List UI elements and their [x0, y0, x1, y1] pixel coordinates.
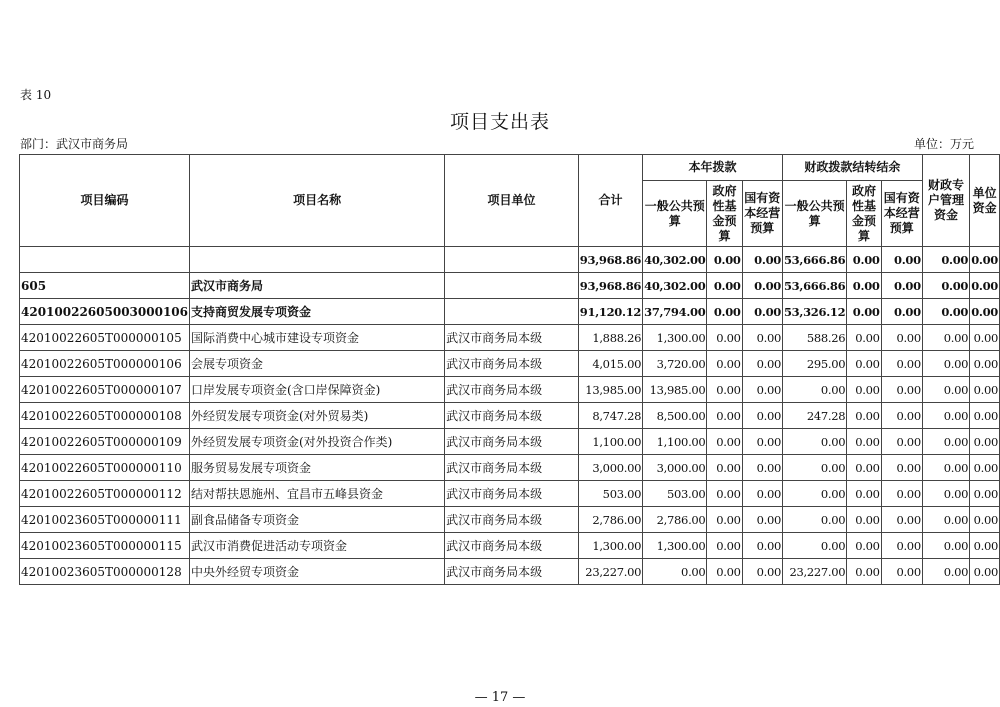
cell-project-code — [20, 247, 190, 273]
table-row — [20, 351, 1000, 377]
cell-general-budget-carry: 295.00 — [782, 351, 846, 377]
cell-state-capital-budget: 0.00 — [742, 481, 782, 507]
header-total: 合计 — [578, 155, 642, 247]
cell-state-capital-budget-carry: 0.00 — [881, 351, 922, 377]
cell-total: 93,968.86 — [578, 273, 642, 299]
cell-project-code: 42010022605003000106 — [20, 299, 190, 325]
cell-general-budget-carry: 0.00 — [782, 481, 846, 507]
cell-unit-fund: 0.00 — [970, 377, 1000, 403]
cell-fiscal-special: 0.00 — [922, 377, 969, 403]
cell-state-capital-budget: 0.00 — [742, 247, 782, 273]
cell-fiscal-special: 0.00 — [922, 247, 969, 273]
cell-project-name: 会展专项资金 — [190, 351, 445, 377]
cell-general-budget-carry: 588.26 — [782, 325, 846, 351]
cell-project-unit: 武汉市商务局本级 — [445, 559, 579, 585]
cell-gov-fund-budget-carry: 0.00 — [847, 299, 881, 325]
cell-project-code: 42010022605T000000108 — [20, 403, 190, 429]
cell-state-capital-budget: 0.00 — [742, 403, 782, 429]
cell-total: 2,786.00 — [578, 507, 642, 533]
cell-project-name: 中央外经贸专项资金 — [190, 559, 445, 585]
cell-state-capital-budget-carry: 0.00 — [881, 299, 922, 325]
cell-project-unit: 武汉市商务局本级 — [445, 377, 579, 403]
cell-project-name: 口岸发展专项资金(含口岸保障资金) — [190, 377, 445, 403]
cell-state-capital-budget: 0.00 — [742, 429, 782, 455]
cell-fiscal-special: 0.00 — [922, 481, 969, 507]
cell-state-capital-budget: 0.00 — [742, 559, 782, 585]
cell-state-capital-budget-carry: 0.00 — [881, 481, 922, 507]
cell-project-unit — [445, 273, 579, 299]
cell-state-capital-budget: 0.00 — [742, 507, 782, 533]
cell-project-name — [190, 247, 445, 273]
cell-project-unit — [445, 299, 579, 325]
cell-gov-fund-budget: 0.00 — [707, 377, 742, 403]
department-label: 部门：武汉市商务局 — [20, 137, 129, 151]
cell-gov-fund-budget: 0.00 — [707, 351, 742, 377]
cell-state-capital-budget-carry: 0.00 — [881, 429, 922, 455]
cell-general-budget: 3,720.00 — [643, 351, 707, 377]
cell-total: 1,300.00 — [578, 533, 642, 559]
cell-project-name: 外经贸发展专项资金(对外投资合作类) — [190, 429, 445, 455]
cell-state-capital-budget-carry: 0.00 — [881, 559, 922, 585]
table-row — [20, 273, 1000, 299]
cell-gov-fund-budget-carry: 0.00 — [847, 559, 881, 585]
cell-state-capital-budget: 0.00 — [742, 377, 782, 403]
cell-gov-fund-budget: 0.00 — [707, 533, 742, 559]
unit-label: 单位：万元 — [913, 137, 974, 151]
cell-state-capital-budget: 0.00 — [742, 455, 782, 481]
header-gov-fund-budget-carry: 政府性基金预算 — [847, 181, 881, 247]
cell-gov-fund-budget-carry: 0.00 — [847, 403, 881, 429]
cell-state-capital-budget-carry: 0.00 — [881, 403, 922, 429]
cell-gov-fund-budget-carry: 0.00 — [847, 533, 881, 559]
cell-total: 3,000.00 — [578, 455, 642, 481]
cell-project-unit: 武汉市商务局本级 — [445, 403, 579, 429]
header-general-budget-carry: 一般公共预算 — [782, 181, 846, 247]
header-project-code: 项目编码 — [20, 155, 190, 247]
table-row — [20, 455, 1000, 481]
cell-general-budget-carry: 53,326.12 — [782, 299, 846, 325]
header-state-capital-budget-carry: 国有资本经营预算 — [881, 181, 922, 247]
cell-project-name: 结对帮扶恩施州、宜昌市五峰县资金 — [190, 481, 445, 507]
cell-project-name: 服务贸易发展专项资金 — [190, 455, 445, 481]
cell-fiscal-special: 0.00 — [922, 273, 969, 299]
cell-general-budget: 503.00 — [643, 481, 707, 507]
cell-fiscal-special: 0.00 — [922, 559, 969, 585]
cell-general-budget: 8,500.00 — [643, 403, 707, 429]
table-row — [20, 429, 1000, 455]
cell-unit-fund: 0.00 — [970, 403, 1000, 429]
cell-gov-fund-budget-carry: 0.00 — [847, 481, 881, 507]
header-general-budget: 一般公共预算 — [643, 181, 707, 247]
cell-fiscal-special: 0.00 — [922, 299, 969, 325]
cell-unit-fund: 0.00 — [970, 351, 1000, 377]
cell-general-budget-carry: 0.00 — [782, 455, 846, 481]
cell-project-code: 42010022605T000000106 — [20, 351, 190, 377]
cell-gov-fund-budget: 0.00 — [707, 429, 742, 455]
cell-total: 4,015.00 — [578, 351, 642, 377]
table-row — [20, 403, 1000, 429]
cell-total: 13,985.00 — [578, 377, 642, 403]
cell-fiscal-special: 0.00 — [922, 533, 969, 559]
cell-fiscal-special: 0.00 — [922, 325, 969, 351]
cell-gov-fund-budget: 0.00 — [707, 481, 742, 507]
cell-state-capital-budget-carry: 0.00 — [881, 455, 922, 481]
cell-unit-fund: 0.00 — [970, 273, 1000, 299]
cell-gov-fund-budget-carry: 0.00 — [847, 325, 881, 351]
table-row — [20, 247, 1000, 273]
cell-total: 503.00 — [578, 481, 642, 507]
cell-general-budget-carry: 0.00 — [782, 429, 846, 455]
cell-project-unit — [445, 247, 579, 273]
cell-total: 8,747.28 — [578, 403, 642, 429]
cell-project-name: 副食品储备专项资金 — [190, 507, 445, 533]
cell-project-code: 42010022605T000000110 — [20, 455, 190, 481]
header-project-unit: 项目单位 — [445, 155, 579, 247]
cell-fiscal-special: 0.00 — [922, 455, 969, 481]
cell-fiscal-special: 0.00 — [922, 507, 969, 533]
cell-project-code: 42010023605T000000115 — [20, 533, 190, 559]
cell-gov-fund-budget-carry: 0.00 — [847, 273, 881, 299]
cell-unit-fund: 0.00 — [970, 533, 1000, 559]
cell-project-unit: 武汉市商务局本级 — [445, 429, 579, 455]
cell-unit-fund: 0.00 — [970, 481, 1000, 507]
table-row — [20, 507, 1000, 533]
cell-project-unit: 武汉市商务局本级 — [445, 533, 579, 559]
cell-general-budget-carry: 247.28 — [782, 403, 846, 429]
cell-project-code: 42010022605T000000105 — [20, 325, 190, 351]
table-row — [20, 533, 1000, 559]
cell-project-unit: 武汉市商务局本级 — [445, 351, 579, 377]
cell-project-name: 国际消费中心城市建设专项资金 — [190, 325, 445, 351]
cell-project-unit: 武汉市商务局本级 — [445, 481, 579, 507]
cell-general-budget-carry: 53,666.86 — [782, 273, 846, 299]
cell-gov-fund-budget-carry: 0.00 — [847, 429, 881, 455]
cell-state-capital-budget-carry: 0.00 — [881, 247, 922, 273]
cell-unit-fund: 0.00 — [970, 559, 1000, 585]
header-group-carryover: 财政拨款结转结余 — [782, 155, 922, 181]
cell-unit-fund: 0.00 — [970, 299, 1000, 325]
cell-total: 1,888.26 — [578, 325, 642, 351]
cell-general-budget-carry: 0.00 — [782, 533, 846, 559]
header-fiscal-special: 财政专户管理资金 — [922, 155, 969, 247]
cell-project-unit: 武汉市商务局本级 — [445, 507, 579, 533]
project-expense-table — [19, 154, 1000, 585]
cell-general-budget-carry: 53,666.86 — [782, 247, 846, 273]
cell-gov-fund-budget: 0.00 — [707, 299, 742, 325]
cell-gov-fund-budget: 0.00 — [707, 325, 742, 351]
cell-state-capital-budget-carry: 0.00 — [881, 507, 922, 533]
cell-project-code: 42010022605T000000112 — [20, 481, 190, 507]
table-row — [20, 299, 1000, 325]
cell-project-code: 605 — [20, 273, 190, 299]
cell-gov-fund-budget-carry: 0.00 — [847, 507, 881, 533]
cell-project-name: 外经贸发展专项资金(对外贸易类) — [190, 403, 445, 429]
cell-state-capital-budget: 0.00 — [742, 351, 782, 377]
cell-total: 23,227.00 — [578, 559, 642, 585]
cell-project-name: 支持商贸发展专项资金 — [190, 299, 445, 325]
header-gov-fund-budget: 政府性基金预算 — [707, 181, 742, 247]
cell-project-unit: 武汉市商务局本级 — [445, 455, 579, 481]
cell-unit-fund: 0.00 — [970, 325, 1000, 351]
cell-gov-fund-budget: 0.00 — [707, 273, 742, 299]
cell-project-code: 42010022605T000000109 — [20, 429, 190, 455]
cell-project-unit: 武汉市商务局本级 — [445, 325, 579, 351]
cell-total: 1,100.00 — [578, 429, 642, 455]
cell-gov-fund-budget: 0.00 — [707, 247, 742, 273]
cell-project-code: 42010022605T000000107 — [20, 377, 190, 403]
cell-gov-fund-budget: 0.00 — [707, 507, 742, 533]
cell-state-capital-budget: 0.00 — [742, 533, 782, 559]
cell-state-capital-budget: 0.00 — [742, 325, 782, 351]
cell-total: 91,120.12 — [578, 299, 642, 325]
cell-total: 93,968.86 — [578, 247, 642, 273]
page-number: — 17 — — [474, 690, 526, 705]
table-body — [20, 247, 1000, 585]
table-row — [20, 559, 1000, 585]
cell-general-budget-carry: 0.00 — [782, 507, 846, 533]
cell-general-budget-carry: 0.00 — [782, 377, 846, 403]
cell-gov-fund-budget-carry: 0.00 — [847, 377, 881, 403]
cell-gov-fund-budget: 0.00 — [707, 403, 742, 429]
table-row — [20, 377, 1000, 403]
cell-general-budget: 1,300.00 — [643, 325, 707, 351]
cell-general-budget: 40,302.00 — [643, 247, 707, 273]
cell-general-budget: 0.00 — [643, 559, 707, 585]
table-row — [20, 325, 1000, 351]
cell-state-capital-budget-carry: 0.00 — [881, 325, 922, 351]
table-number: 表 10 — [20, 88, 52, 102]
cell-state-capital-budget-carry: 0.00 — [881, 533, 922, 559]
cell-fiscal-special: 0.00 — [922, 429, 969, 455]
cell-gov-fund-budget: 0.00 — [707, 455, 742, 481]
cell-state-capital-budget: 0.00 — [742, 273, 782, 299]
cell-general-budget: 40,302.00 — [643, 273, 707, 299]
cell-general-budget: 1,300.00 — [643, 533, 707, 559]
cell-general-budget: 3,000.00 — [643, 455, 707, 481]
cell-unit-fund: 0.00 — [970, 507, 1000, 533]
cell-general-budget: 37,794.00 — [643, 299, 707, 325]
cell-gov-fund-budget-carry: 0.00 — [847, 247, 881, 273]
cell-unit-fund: 0.00 — [970, 429, 1000, 455]
cell-fiscal-special: 0.00 — [922, 351, 969, 377]
cell-unit-fund: 0.00 — [970, 455, 1000, 481]
table-row — [20, 481, 1000, 507]
cell-gov-fund-budget-carry: 0.00 — [847, 351, 881, 377]
cell-general-budget: 13,985.00 — [643, 377, 707, 403]
cell-state-capital-budget-carry: 0.00 — [881, 377, 922, 403]
header-project-name: 项目名称 — [190, 155, 445, 247]
cell-general-budget: 1,100.00 — [643, 429, 707, 455]
cell-project-name: 武汉市商务局 — [190, 273, 445, 299]
header-unit-fund: 单位资金 — [970, 155, 1000, 247]
cell-fiscal-special: 0.00 — [922, 403, 969, 429]
cell-state-capital-budget: 0.00 — [742, 299, 782, 325]
cell-gov-fund-budget-carry: 0.00 — [847, 455, 881, 481]
cell-general-budget-carry: 23,227.00 — [782, 559, 846, 585]
cell-project-name: 武汉市消费促进活动专项资金 — [190, 533, 445, 559]
document-title: 项目支出表 — [449, 111, 550, 133]
cell-project-code: 42010023605T000000111 — [20, 507, 190, 533]
header-state-capital-budget: 国有资本经营预算 — [742, 181, 782, 247]
cell-state-capital-budget-carry: 0.00 — [881, 273, 922, 299]
cell-unit-fund: 0.00 — [970, 247, 1000, 273]
header-group-current-year: 本年拨款 — [643, 155, 783, 181]
cell-gov-fund-budget: 0.00 — [707, 559, 742, 585]
cell-project-code: 42010023605T000000128 — [20, 559, 190, 585]
table-header — [20, 155, 1000, 247]
cell-general-budget: 2,786.00 — [643, 507, 707, 533]
